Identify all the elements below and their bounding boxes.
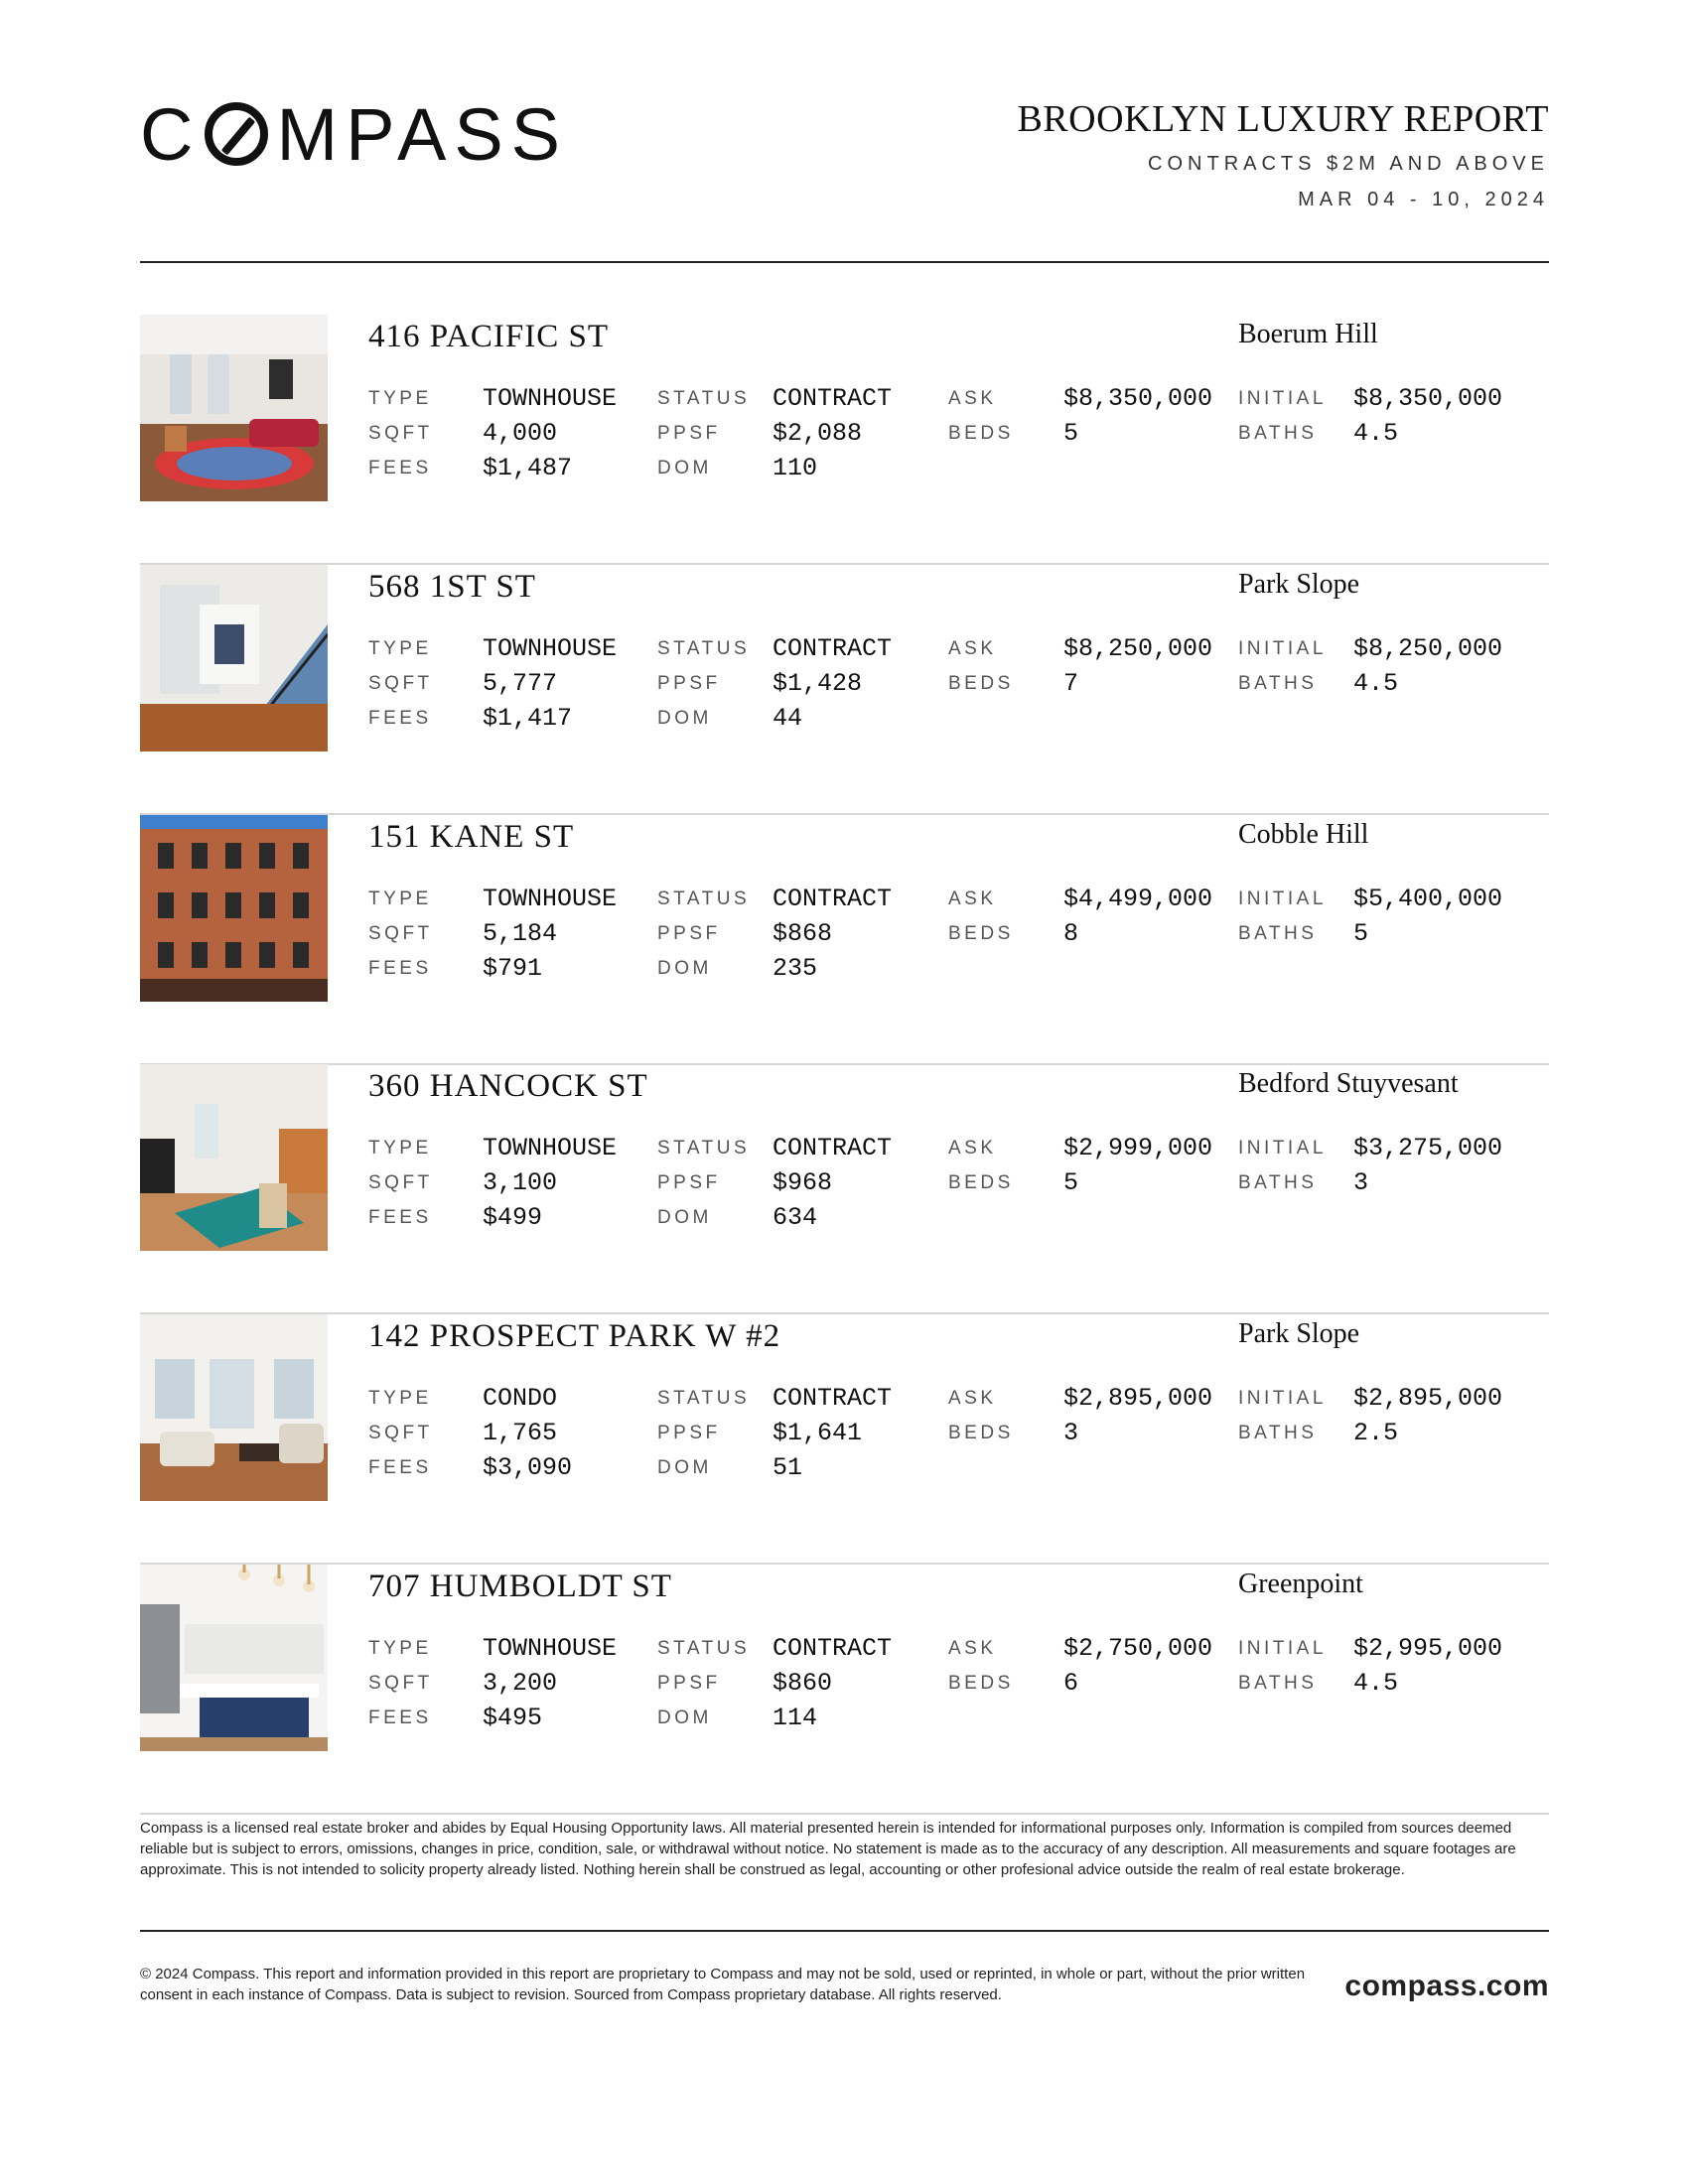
baths-value: 3 [1353, 1168, 1369, 1197]
beds-label: BEDS [948, 1172, 1014, 1193]
ppsf-value: $860 [773, 1669, 833, 1698]
ask-value: $8,350,000 [1063, 384, 1213, 413]
initial-label: INITIAL [1238, 1138, 1327, 1159]
initial-value: $8,250,000 [1353, 634, 1503, 663]
ppsf-value: $1,641 [773, 1419, 863, 1447]
fees-label: FEES [368, 708, 432, 729]
fees-label: FEES [368, 958, 432, 979]
brick-facade-photo [140, 815, 328, 1002]
ask-value: $2,999,000 [1063, 1134, 1213, 1162]
type-label: TYPE [368, 1638, 432, 1659]
initial-value: $8,350,000 [1353, 384, 1503, 413]
living-room-photo [140, 315, 328, 501]
baths-label: BATHS [1238, 1423, 1318, 1443]
initial-label: INITIAL [1238, 388, 1327, 409]
beds-value: 6 [1063, 1669, 1079, 1698]
type-label: TYPE [368, 388, 432, 409]
status-label: STATUS [657, 388, 751, 409]
listing-row[interactable] [140, 315, 1549, 565]
sqft-label: SQFT [368, 673, 433, 694]
ask-label: ASK [948, 1388, 997, 1409]
ppsf-label: PPSF [657, 673, 721, 694]
sqft-label: SQFT [368, 1172, 433, 1193]
listing-row[interactable] [140, 1314, 1549, 1565]
listing-row[interactable] [140, 1565, 1549, 1815]
ppsf-label: PPSF [657, 923, 721, 944]
beds-label: BEDS [948, 673, 1014, 694]
ask-label: ASK [948, 1638, 997, 1659]
dom-label: DOM [657, 458, 712, 478]
initial-label: INITIAL [1238, 1388, 1327, 1409]
dom-value: 110 [773, 454, 818, 482]
type-value: TOWNHOUSE [483, 634, 618, 663]
ppsf-value: $868 [773, 919, 833, 948]
listing-address: 142 PROSPECT PARK W #2 [368, 1318, 781, 1354]
report-title: BROOKLYN LUXURY REPORT [1017, 98, 1549, 140]
dom-value: 235 [773, 954, 818, 983]
beds-value: 5 [1063, 419, 1079, 448]
fees-label: FEES [368, 1707, 432, 1728]
beds-value: 8 [1063, 919, 1079, 948]
listing-neighborhood: Park Slope [1238, 1318, 1360, 1349]
listing-neighborhood: Cobble Hill [1238, 819, 1369, 850]
sqft-label: SQFT [368, 923, 433, 944]
status-value: CONTRACT [773, 1634, 893, 1663]
beds-value: 3 [1063, 1419, 1079, 1447]
website-link[interactable]: compass.com [1344, 1970, 1549, 2002]
type-value: TOWNHOUSE [483, 885, 618, 913]
dom-value: 44 [773, 704, 803, 733]
dom-label: DOM [657, 708, 712, 729]
listing-address: 360 HANCOCK ST [368, 1068, 648, 1104]
dom-value: 51 [773, 1453, 803, 1482]
copyright-text: © 2024 Compass. This report and information provided in this report are proprietary to Compass and may not be sold, used or reprinted, in whole or part, without the prior written consent in each instance of Compass. Data is subject to revision. Sourced from Compass proprietary database. All rights reserved. [140, 1966, 1306, 2003]
status-label: STATUS [657, 1388, 751, 1409]
initial-value: $3,275,000 [1353, 1134, 1503, 1162]
status-value: CONTRACT [773, 1134, 893, 1162]
listing-row[interactable] [140, 565, 1549, 815]
ppsf-label: PPSF [657, 1423, 721, 1443]
baths-label: BATHS [1238, 1673, 1318, 1694]
sqft-label: SQFT [368, 1423, 433, 1443]
report-date-range: MAR 04 - 10, 2024 [1298, 189, 1549, 210]
baths-value: 4.5 [1353, 419, 1399, 448]
ask-value: $2,895,000 [1063, 1384, 1213, 1413]
ask-value: $2,750,000 [1063, 1634, 1213, 1663]
type-label: TYPE [368, 638, 432, 659]
initial-value: $2,995,000 [1353, 1634, 1503, 1663]
sqft-value: 1,765 [483, 1419, 558, 1447]
ask-label: ASK [948, 888, 997, 909]
disclaimer-text: Compass is a licensed real estate broker and abides by Equal Housing Opportunity laws. All material presented herein is intended for informational purposes only. Information is compiled from sources deemed reliable but is subject to errors, omissions, changes in price, condition, sale, or withdrawal without notice. No statement is made as to the accuracy of any description. All measurements and square footages are approximate. This is not intended to solicity property already listed. Nothing herein shall be construed as legal, accounting or other profesional advice outside the realm of real estate brokerage. [140, 1820, 1516, 1878]
header-divider [140, 261, 1549, 263]
ppsf-label: PPSF [657, 423, 721, 444]
sqft-value: 5,184 [483, 919, 558, 948]
listing-neighborhood: Park Slope [1238, 569, 1360, 600]
sqft-value: 4,000 [483, 419, 558, 448]
fees-label: FEES [368, 458, 432, 478]
listing-neighborhood: Boerum Hill [1238, 319, 1378, 349]
ask-label: ASK [948, 388, 997, 409]
baths-label: BATHS [1238, 423, 1318, 444]
ppsf-value: $1,428 [773, 669, 863, 698]
listing-row[interactable] [140, 1064, 1549, 1314]
initial-label: INITIAL [1238, 638, 1327, 659]
status-value: CONTRACT [773, 1384, 893, 1413]
kitchen-island-photo [140, 1565, 328, 1751]
dom-label: DOM [657, 1707, 712, 1728]
fees-value: $3,090 [483, 1453, 573, 1482]
dom-label: DOM [657, 1457, 712, 1478]
sqft-label: SQFT [368, 1673, 433, 1694]
beds-label: BEDS [948, 1423, 1014, 1443]
ask-label: ASK [948, 638, 997, 659]
status-value: CONTRACT [773, 634, 893, 663]
dom-label: DOM [657, 1207, 712, 1228]
beds-value: 5 [1063, 1168, 1079, 1197]
baths-label: BATHS [1238, 923, 1318, 944]
sqft-label: SQFT [368, 423, 433, 444]
type-value: TOWNHOUSE [483, 384, 618, 413]
sqft-value: 3,200 [483, 1669, 558, 1698]
status-label: STATUS [657, 1638, 751, 1659]
listing-row[interactable] [140, 815, 1549, 1065]
compass-logo: C MPASS [140, 92, 569, 176]
listing-neighborhood: Bedford Stuyvesant [1238, 1068, 1459, 1099]
report-subtitle: CONTRACTS $2M AND ABOVE [1148, 153, 1549, 175]
ask-value: $4,499,000 [1063, 885, 1213, 913]
baths-value: 4.5 [1353, 669, 1399, 698]
type-label: TYPE [368, 1388, 432, 1409]
type-value: CONDO [483, 1384, 558, 1413]
footer-divider [140, 1930, 1549, 1932]
fees-label: FEES [368, 1457, 432, 1478]
listing-address: 416 PACIFIC ST [368, 319, 610, 354]
beds-label: BEDS [948, 923, 1014, 944]
bright-living-photo [140, 1314, 328, 1501]
baths-label: BATHS [1238, 673, 1318, 694]
compass-o-mark-icon [205, 102, 268, 166]
beds-label: BEDS [948, 1673, 1014, 1694]
status-label: STATUS [657, 888, 751, 909]
baths-value: 5 [1353, 919, 1369, 948]
listing-address: 707 HUMBOLDT ST [368, 1569, 672, 1604]
listing-neighborhood: Greenpoint [1238, 1569, 1363, 1599]
ask-value: $8,250,000 [1063, 634, 1213, 663]
type-label: TYPE [368, 1138, 432, 1159]
ppsf-value: $2,088 [773, 419, 863, 448]
fees-label: FEES [368, 1207, 432, 1228]
initial-value: $5,400,000 [1353, 885, 1503, 913]
fees-value: $495 [483, 1704, 543, 1732]
beds-value: 7 [1063, 669, 1079, 698]
fees-value: $1,417 [483, 704, 573, 733]
sqft-value: 3,100 [483, 1168, 558, 1197]
ppsf-label: PPSF [657, 1673, 721, 1694]
baths-value: 4.5 [1353, 1669, 1399, 1698]
baths-label: BATHS [1238, 1172, 1318, 1193]
parlor-rug-photo [140, 1064, 328, 1251]
ask-label: ASK [948, 1138, 997, 1159]
listing-address: 151 KANE ST [368, 819, 575, 855]
fees-value: $499 [483, 1203, 543, 1232]
status-value: CONTRACT [773, 384, 893, 413]
type-value: TOWNHOUSE [483, 1134, 618, 1162]
fees-value: $1,487 [483, 454, 573, 482]
baths-value: 2.5 [1353, 1419, 1399, 1447]
sqft-value: 5,777 [483, 669, 558, 698]
status-label: STATUS [657, 638, 751, 659]
ppsf-label: PPSF [657, 1172, 721, 1193]
listing-divider [140, 1813, 1549, 1815]
initial-label: INITIAL [1238, 1638, 1327, 1659]
listing-address: 568 1ST ST [368, 569, 536, 605]
status-label: STATUS [657, 1138, 751, 1159]
fees-value: $791 [483, 954, 543, 983]
ppsf-value: $968 [773, 1168, 833, 1197]
hallway-stair-photo [140, 565, 328, 751]
type-value: TOWNHOUSE [483, 1634, 618, 1663]
initial-label: INITIAL [1238, 888, 1327, 909]
beds-label: BEDS [948, 423, 1014, 444]
dom-value: 634 [773, 1203, 818, 1232]
dom-value: 114 [773, 1704, 818, 1732]
dom-label: DOM [657, 958, 712, 979]
initial-value: $2,895,000 [1353, 1384, 1503, 1413]
status-value: CONTRACT [773, 885, 893, 913]
type-label: TYPE [368, 888, 432, 909]
